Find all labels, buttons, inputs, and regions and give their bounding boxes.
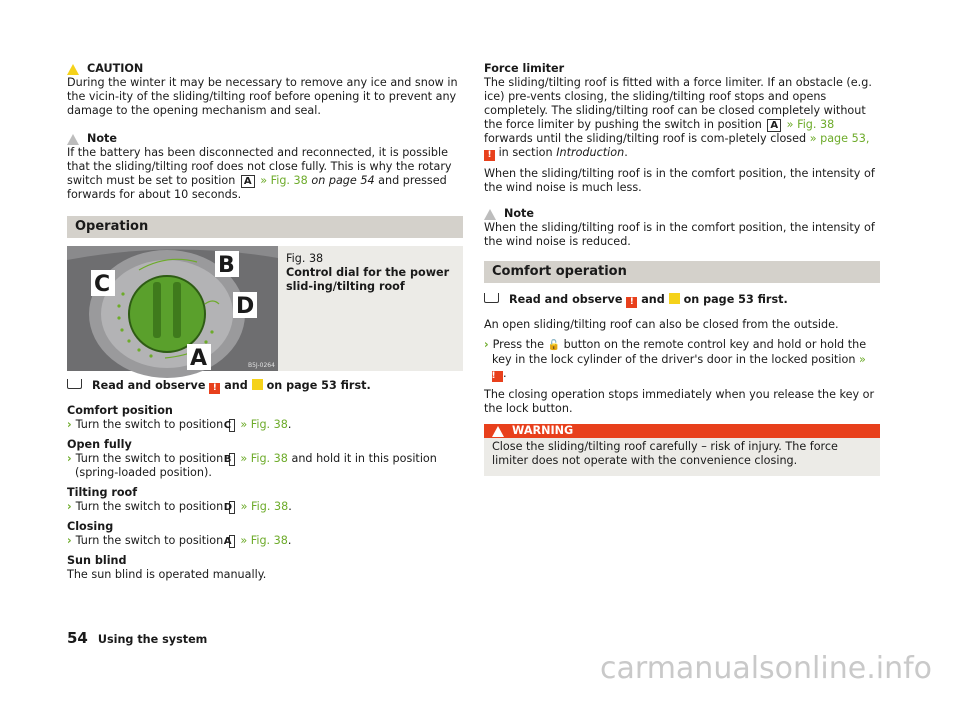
comfort-step: › Press the 🔓 button on the remote control key and hold or hold the key in the lock cylinder of the driver's door in the locked position » ! . bbox=[484, 338, 867, 381]
caution-icon bbox=[669, 293, 680, 304]
operation-step bbox=[67, 404, 463, 432]
ref-link[interactable]: » bbox=[859, 353, 866, 366]
caution-icon bbox=[67, 64, 79, 75]
note-icon bbox=[484, 209, 496, 220]
fig-link[interactable]: » Fig. 38 bbox=[240, 534, 288, 547]
figure-38 bbox=[67, 246, 463, 371]
page-link[interactable]: » page 53, bbox=[809, 132, 870, 145]
warning-icon: ! bbox=[492, 371, 503, 382]
fig-link[interactable]: » Fig. 38 bbox=[240, 418, 288, 431]
bullet-chevron: › bbox=[67, 534, 72, 547]
caution-icon bbox=[252, 379, 263, 390]
figure-caption: Control dial for the power slid-ing/tilting roof bbox=[286, 266, 450, 293]
position-key: C bbox=[229, 419, 235, 432]
bullet-chevron: › bbox=[67, 452, 72, 465]
figure-number: Fig. 38 bbox=[286, 252, 324, 265]
warning-block bbox=[484, 424, 880, 476]
note-block bbox=[67, 132, 463, 202]
figure-caption-box bbox=[278, 246, 463, 371]
operation-step bbox=[67, 520, 463, 548]
warning-header: WARNING bbox=[484, 424, 880, 438]
warning-icon: ! bbox=[484, 150, 495, 161]
svg-text:B: B bbox=[218, 253, 235, 278]
step-heading: Tilting roof bbox=[67, 486, 138, 499]
position-key: A bbox=[241, 175, 255, 188]
note-text: If the battery has been disconnected and reconnected, it is possible that the sliding/tilting roof does not close fully. This is why the rotary switch must be set to position A » Fig. 38 on page 54 and pressed forwards for about 10 seconds. bbox=[67, 146, 452, 201]
position-key: D bbox=[229, 501, 235, 514]
operation-steps bbox=[67, 404, 463, 548]
caution-block bbox=[67, 62, 463, 118]
fig-link[interactable]: » Fig. 38 bbox=[786, 118, 835, 131]
position-key: A bbox=[767, 119, 781, 132]
comfort-position-text: When the sliding/tilting roof is in the comfort position, the intensity of the wind noise is much less. bbox=[484, 167, 875, 194]
bullet-chevron: › bbox=[484, 338, 489, 351]
note-text: When the sliding/tilting roof is in the comfort position, the intensity of the wind noise is reduced. bbox=[484, 221, 875, 248]
operation-heading: Operation bbox=[67, 216, 463, 238]
step-heading: Open fully bbox=[67, 438, 132, 451]
control-dial-illustration bbox=[67, 246, 278, 371]
step-text: › Turn the switch to position B » Fig. 38 and hold it in this position (spring-loaded position). bbox=[67, 452, 437, 479]
warning-icon bbox=[492, 426, 504, 437]
comfort-operation-heading: Comfort operation bbox=[484, 261, 880, 283]
bullet-chevron: › bbox=[67, 500, 72, 513]
fig-link[interactable]: » Fig. 38 bbox=[260, 174, 308, 187]
book-icon bbox=[67, 379, 82, 389]
note-title: Note bbox=[87, 132, 117, 145]
sunblind-block bbox=[67, 554, 463, 582]
force-limiter-text: The sliding/tilting roof is fitted with a force limiter. If an obstacle (e.g. ice) pre-vents closing, the sliding/tilting roof stops and opens completely. The sliding/tilting roof can be closed completely without the force limiter by pushing the switch in position A » Fig. 38 forwards until the sliding/tilting roof is com-pletely closed » page 53, ! in section Introduction. bbox=[484, 76, 872, 160]
svg-text:C: C bbox=[94, 272, 111, 297]
footer-section: Using the system bbox=[97, 633, 208, 646]
caution-text: During the winter it may be necessary to remove any ice and snow in the vicin-ity of the sliding/tilting roof before opening it to prevent any damage to the opening mechanism and seal. bbox=[67, 76, 458, 117]
page-number: 54 bbox=[67, 629, 88, 647]
force-limiter-heading: Force limiter bbox=[484, 62, 565, 75]
book-icon bbox=[484, 293, 499, 303]
fig-link[interactable]: » Fig. 38 bbox=[240, 500, 289, 513]
comfort-intro: An open sliding/tilting roof can also be closed from the outside. bbox=[484, 318, 839, 331]
read-observe-line: Read and observe ! and on page 53 first. bbox=[67, 379, 463, 394]
step-heading: Comfort position bbox=[67, 404, 173, 417]
svg-text:B5J-0264: B5J-0264 bbox=[248, 362, 275, 369]
figure-image bbox=[67, 246, 278, 371]
page-footer bbox=[67, 631, 207, 647]
bullet-chevron: › bbox=[67, 418, 72, 431]
right-column bbox=[484, 62, 880, 476]
caution-title: CAUTION bbox=[87, 62, 144, 75]
position-key: B bbox=[229, 453, 235, 466]
warning-icon: ! bbox=[209, 383, 220, 394]
sunblind-heading: Sun blind bbox=[67, 554, 127, 567]
step-text: › Turn the switch to position A » Fig. 38. bbox=[67, 534, 292, 547]
fig-link[interactable]: » Fig. 38 bbox=[240, 452, 288, 465]
step-text: › Turn the switch to position D » Fig. 38. bbox=[67, 500, 292, 513]
step-heading: Closing bbox=[67, 520, 114, 533]
svg-text:A: A bbox=[190, 346, 208, 371]
operation-step bbox=[67, 486, 463, 514]
note-icon bbox=[67, 134, 79, 145]
position-key: A bbox=[229, 535, 235, 548]
stop-text: The closing operation stops immediately when you release the key or the lock button. bbox=[484, 388, 875, 415]
lock-icon: 🔓 bbox=[547, 340, 560, 351]
note-block bbox=[484, 207, 880, 249]
warning-text: Close the sliding/tilting roof carefully – risk of injury. The force limiter does not operate with the convenience closing. bbox=[484, 438, 880, 476]
watermark: carmanualsonline.info bbox=[600, 651, 932, 686]
sunblind-text: The sun blind is operated manually. bbox=[67, 568, 267, 581]
step-text: › Turn the switch to position C » Fig. 38. bbox=[67, 418, 292, 431]
note-title: Note bbox=[504, 207, 534, 220]
left-column bbox=[67, 62, 463, 582]
operation-step bbox=[67, 438, 463, 480]
svg-text:D: D bbox=[236, 294, 255, 319]
read-observe-line: Read and observe ! and on page 53 first. bbox=[484, 293, 880, 308]
warning-icon: ! bbox=[626, 297, 637, 308]
